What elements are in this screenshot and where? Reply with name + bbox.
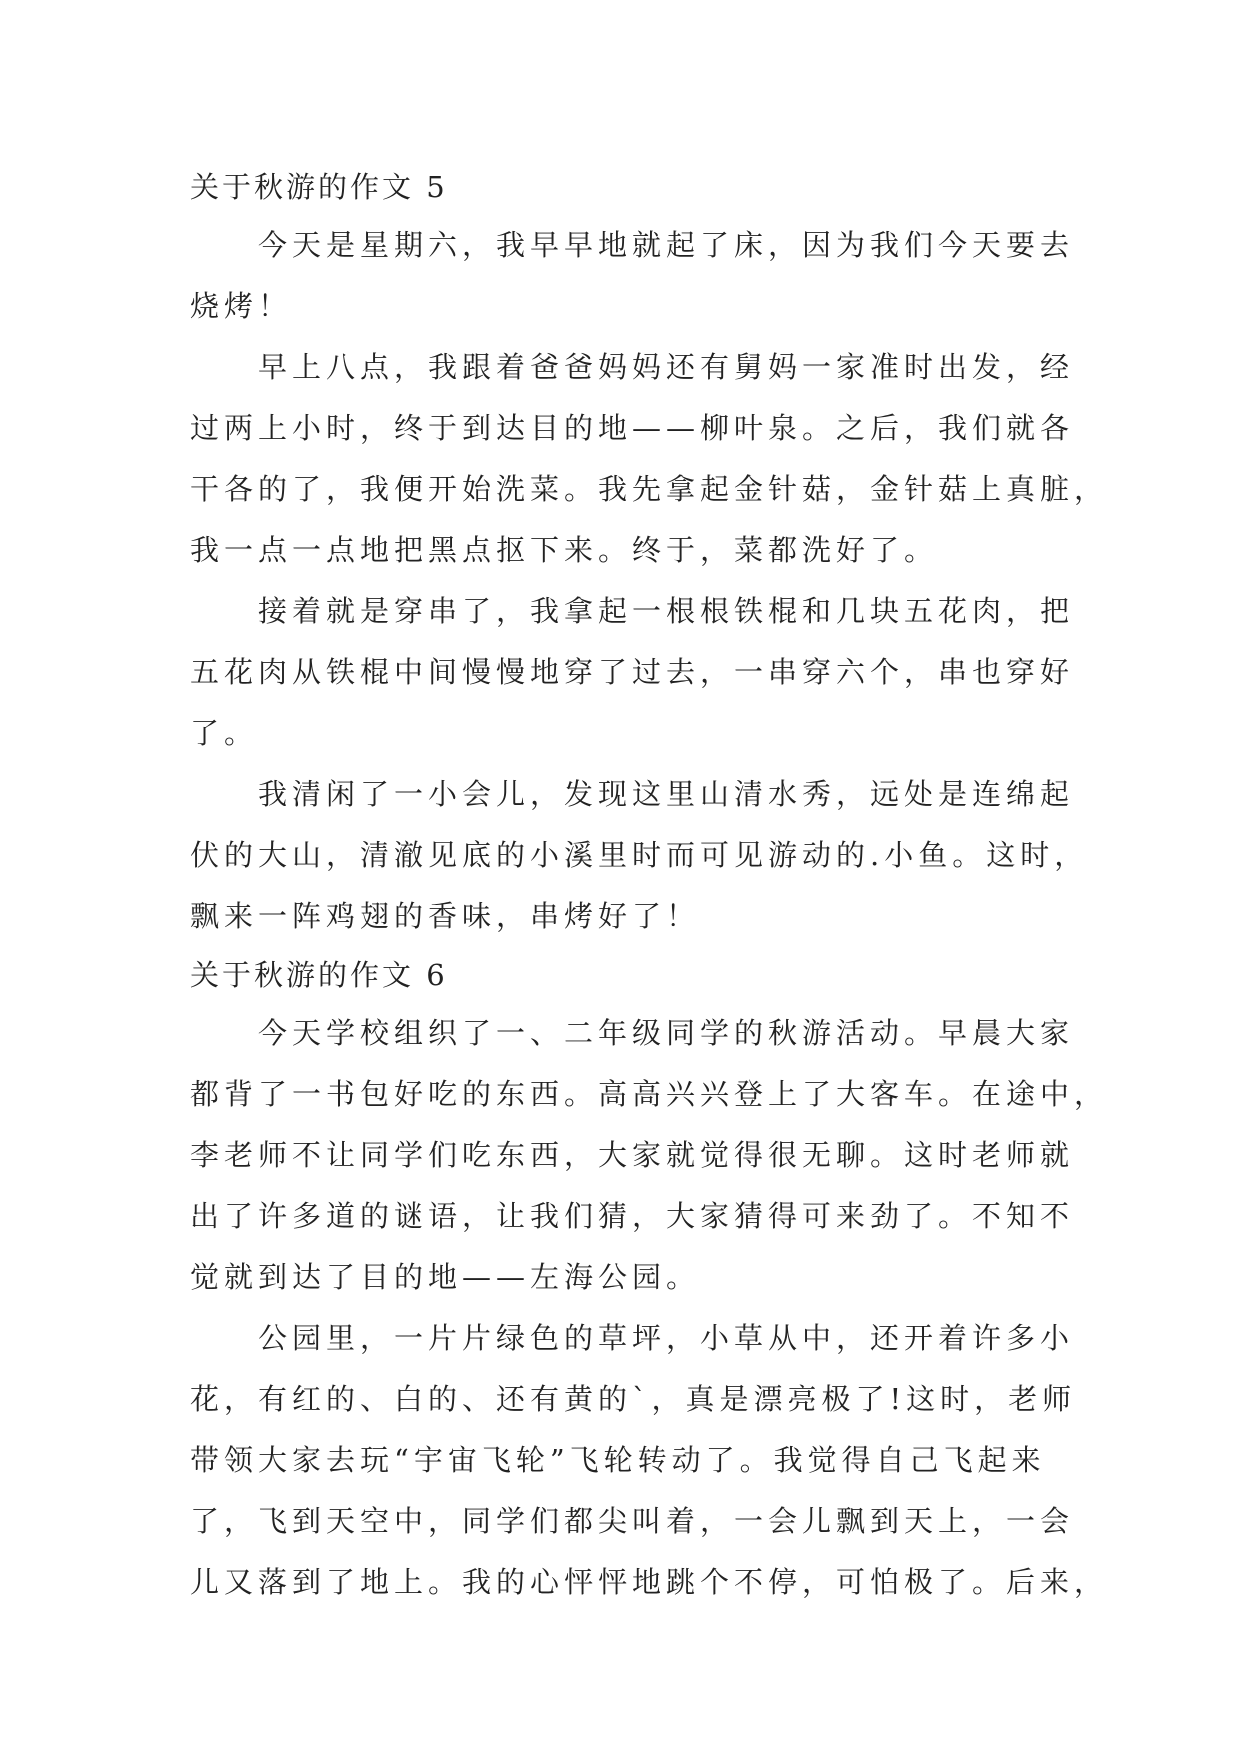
section-title: 关于秋游的作文 6 [190, 958, 448, 992]
paragraph [190, 1308, 1109, 1613]
text-line: 五花肉从铁棍中间慢慢地穿了过去，一串穿六个，串也穿好 [190, 655, 1075, 689]
text-line: 我清闲了一小会儿，发现这里山清水秀，远处是连绵起 [258, 777, 1075, 811]
text-line: 接着就是穿串了，我拿起一根根铁棍和几块五花肉，把 [258, 594, 1075, 628]
text-line: 早上八点，我跟着爸爸妈妈还有舅妈一家准时出发，经 [258, 350, 1075, 384]
text-line: 过两上小时，终于到达目的地——柳叶泉。之后，我们就各 [190, 411, 1075, 445]
paragraph [190, 581, 1075, 764]
text-line: 花，有红的、白的、还有黄的`，真是漂亮极了!这时，老师 [190, 1382, 1077, 1416]
essay-body [190, 159, 1109, 1613]
text-line: 飘来一阵鸡翅的香味，串烤好了！ [190, 899, 701, 933]
paragraph [190, 764, 1089, 947]
text-line: 公园里，一片片绿色的草坪，小草从中，还开着许多小 [258, 1321, 1075, 1355]
section-title: 关于秋游的作文 5 [190, 170, 448, 204]
text-line: 了。 [190, 716, 259, 750]
text-line: 今天学校组织了一、二年级同学的秋游活动。早晨大家 [258, 1016, 1075, 1050]
paragraph [190, 337, 1109, 581]
text-line: 都背了一书包好吃的东西。高高兴兴登上了大客车。在途中， [190, 1077, 1109, 1111]
text-line: 儿又落到了地上。我的心怦怦地跳个不停，可怕极了。后来， [190, 1565, 1109, 1599]
text-line: 李老师不让同学们吃东西，大家就觉得很无聊。这时老师就 [190, 1138, 1075, 1172]
text-line: 我一点一点地把黑点抠下来。终于，菜都洗好了。 [190, 533, 939, 567]
text-line: 干各的了，我便开始洗菜。我先拿起金针菇，金针菇上真脏， [190, 472, 1109, 506]
text-line: 觉就到达了目的地——左海公园。 [190, 1260, 701, 1294]
text-line: 了，飞到天空中，同学们都尖叫着，一会儿飘到天上，一会 [190, 1504, 1075, 1538]
text-line: 今天是星期六，我早早地就起了床，因为我们今天要去 [258, 228, 1075, 262]
text-line: 伏的大山，清澈见底的小溪里时而可见游动的.小鱼。这时， [190, 838, 1089, 872]
paragraph [190, 1003, 1109, 1308]
essay-section-5 [190, 159, 1109, 947]
text-line: 带领大家去玩“宇宙飞轮”飞轮转动了。我觉得自己飞起来 [190, 1443, 1046, 1477]
essay-section-6 [190, 947, 1109, 1613]
text-line: 出了许多道的谜语，让我们猜，大家猜得可来劲了。不知不 [190, 1199, 1075, 1233]
paragraph [190, 215, 1075, 337]
text-line: 烧烤！ [190, 289, 293, 323]
